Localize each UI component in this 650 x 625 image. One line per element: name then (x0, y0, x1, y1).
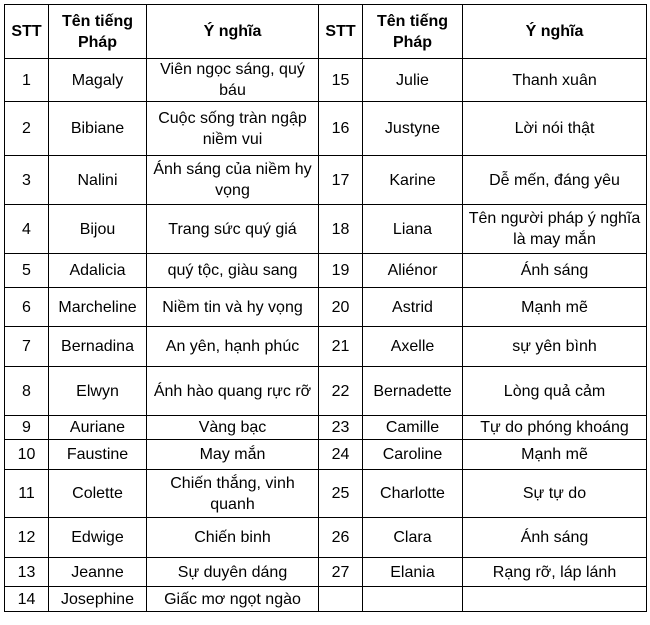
right-name-cell: Charlotte (363, 470, 463, 518)
right-meaning-cell (463, 587, 647, 612)
right-stt-cell: 27 (319, 558, 363, 587)
table-row (5, 416, 647, 440)
right-name-cell: Karine (363, 156, 463, 205)
table-row (5, 367, 647, 416)
right-meaning-cell: Lời nói thật (463, 102, 647, 156)
header-stt-right: STT (319, 5, 363, 59)
left-stt-cell: 8 (5, 367, 49, 416)
table-row (5, 102, 647, 156)
right-stt-cell: 23 (319, 416, 363, 440)
left-name-cell: Jeanne (49, 558, 147, 587)
right-meaning-cell: Ánh sáng (463, 254, 647, 288)
right-meaning-cell: Tự do phóng khoáng (463, 416, 647, 440)
right-stt-cell: 24 (319, 440, 363, 470)
left-stt-cell: 4 (5, 205, 49, 254)
left-name-cell: Faustine (49, 440, 147, 470)
names-table (4, 4, 647, 612)
header-meaning-left: Ý nghĩa (147, 5, 319, 59)
right-meaning-cell: Dễ mến, đáng yêu (463, 156, 647, 205)
left-name-cell: Magaly (49, 59, 147, 102)
table-row (5, 288, 647, 327)
left-stt-cell: 2 (5, 102, 49, 156)
left-meaning-cell: Ánh sáng của niềm hy vọng (147, 156, 319, 205)
right-name-cell: Aliénor (363, 254, 463, 288)
left-name-cell: Adalicia (49, 254, 147, 288)
left-meaning-cell: May mắn (147, 440, 319, 470)
table-body (5, 59, 647, 612)
table-row (5, 254, 647, 288)
right-meaning-cell: Ánh sáng (463, 518, 647, 558)
table-row (5, 59, 647, 102)
left-stt-cell: 5 (5, 254, 49, 288)
left-meaning-cell: Vàng bạc (147, 416, 319, 440)
left-stt-cell: 7 (5, 327, 49, 367)
left-stt-cell: 13 (5, 558, 49, 587)
right-stt-cell (319, 587, 363, 612)
right-name-cell: Elania (363, 558, 463, 587)
left-stt-cell: 9 (5, 416, 49, 440)
right-meaning-cell: Sự tự do (463, 470, 647, 518)
left-name-cell: Bibiane (49, 102, 147, 156)
left-name-cell: Bijou (49, 205, 147, 254)
right-name-cell: Liana (363, 205, 463, 254)
right-name-cell: Caroline (363, 440, 463, 470)
right-name-cell: Clara (363, 518, 463, 558)
right-stt-cell: 26 (319, 518, 363, 558)
left-meaning-cell: Ánh hào quang rực rỡ (147, 367, 319, 416)
left-meaning-cell: Trang sức quý giá (147, 205, 319, 254)
left-stt-cell: 12 (5, 518, 49, 558)
header-name-right: Tên tiếng Pháp (363, 5, 463, 59)
right-name-cell: Justyne (363, 102, 463, 156)
left-stt-cell: 3 (5, 156, 49, 205)
right-meaning-cell: sự yên bình (463, 327, 647, 367)
left-stt-cell: 10 (5, 440, 49, 470)
right-stt-cell: 22 (319, 367, 363, 416)
left-name-cell: Nalini (49, 156, 147, 205)
left-meaning-cell: Cuộc sống tràn ngập niềm vui (147, 102, 319, 156)
table-row (5, 587, 647, 612)
left-meaning-cell: Sự duyên dáng (147, 558, 319, 587)
left-stt-cell: 6 (5, 288, 49, 327)
left-meaning-cell: An yên, hạnh phúc (147, 327, 319, 367)
right-stt-cell: 25 (319, 470, 363, 518)
right-stt-cell: 17 (319, 156, 363, 205)
table-row (5, 156, 647, 205)
table-row (5, 205, 647, 254)
right-stt-cell: 20 (319, 288, 363, 327)
right-name-cell: Astrid (363, 288, 463, 327)
right-stt-cell: 21 (319, 327, 363, 367)
left-meaning-cell: quý tộc, giàu sang (147, 254, 319, 288)
table-row (5, 327, 647, 367)
left-meaning-cell: Viên ngọc sáng, quý báu (147, 59, 319, 102)
left-name-cell: Bernadina (49, 327, 147, 367)
left-meaning-cell: Chiến thắng, vinh quanh (147, 470, 319, 518)
left-meaning-cell: Niềm tin và hy vọng (147, 288, 319, 327)
left-name-cell: Elwyn (49, 367, 147, 416)
left-stt-cell: 14 (5, 587, 49, 612)
right-meaning-cell: Mạnh mẽ (463, 288, 647, 327)
right-meaning-cell: Tên người pháp ý nghĩa là may mắn (463, 205, 647, 254)
header-row (5, 5, 647, 59)
header-stt-left: STT (5, 5, 49, 59)
left-stt-cell: 11 (5, 470, 49, 518)
right-meaning-cell: Thanh xuân (463, 59, 647, 102)
right-name-cell: Julie (363, 59, 463, 102)
left-name-cell: Marcheline (49, 288, 147, 327)
left-stt-cell: 1 (5, 59, 49, 102)
right-name-cell: Bernadette (363, 367, 463, 416)
table-row (5, 470, 647, 518)
left-name-cell: Colette (49, 470, 147, 518)
header-meaning-right: Ý nghĩa (463, 5, 647, 59)
left-name-cell: Edwige (49, 518, 147, 558)
right-stt-cell: 18 (319, 205, 363, 254)
table-row (5, 440, 647, 470)
table-row (5, 558, 647, 587)
table-row (5, 518, 647, 558)
right-name-cell (363, 587, 463, 612)
right-stt-cell: 16 (319, 102, 363, 156)
right-meaning-cell: Lòng quả cảm (463, 367, 647, 416)
right-meaning-cell: Rạng rỡ, láp lánh (463, 558, 647, 587)
right-meaning-cell: Mạnh mẽ (463, 440, 647, 470)
header-name-left: Tên tiếng Pháp (49, 5, 147, 59)
right-stt-cell: 15 (319, 59, 363, 102)
right-name-cell: Axelle (363, 327, 463, 367)
right-name-cell: Camille (363, 416, 463, 440)
left-name-cell: Josephine (49, 587, 147, 612)
left-name-cell: Auriane (49, 416, 147, 440)
left-meaning-cell: Giấc mơ ngọt ngào (147, 587, 319, 612)
right-stt-cell: 19 (319, 254, 363, 288)
left-meaning-cell: Chiến binh (147, 518, 319, 558)
